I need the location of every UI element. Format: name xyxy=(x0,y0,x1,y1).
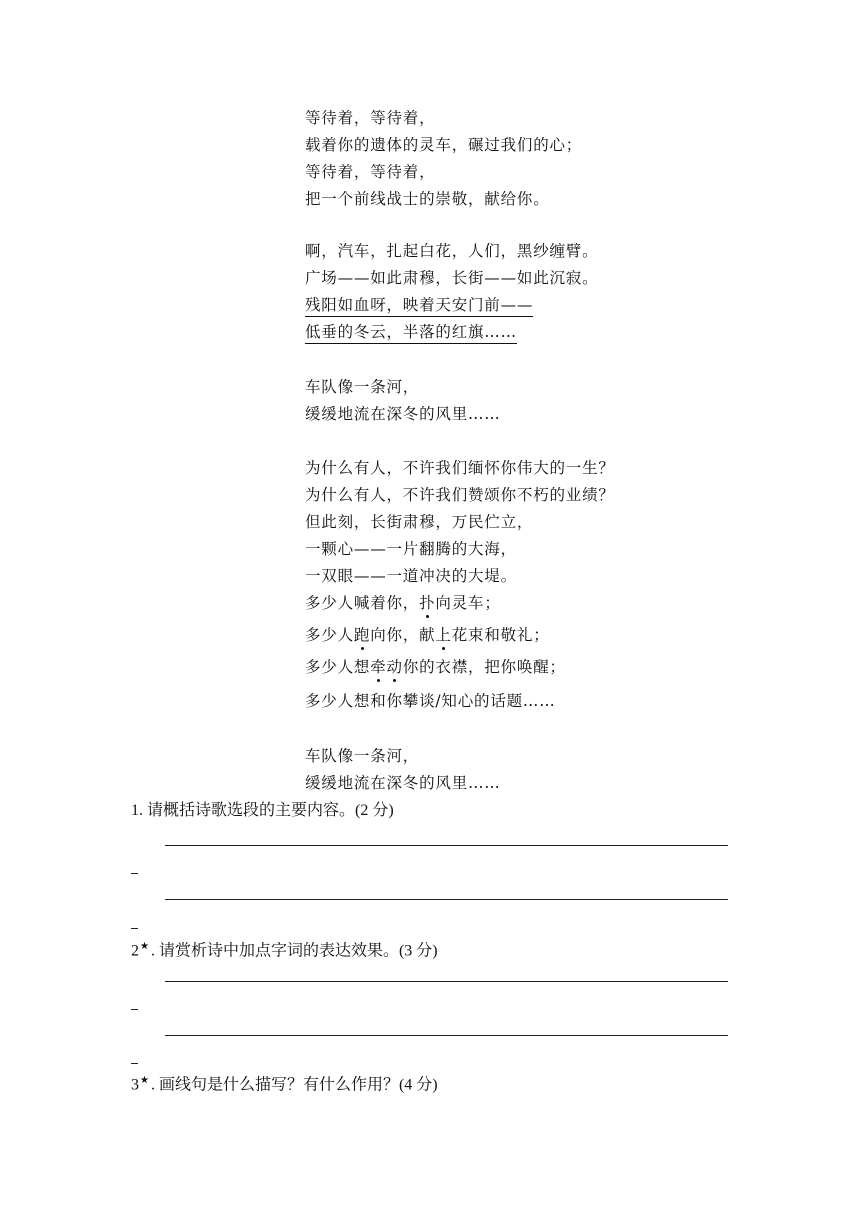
dotted-word: 动 xyxy=(386,658,403,676)
answer-line xyxy=(165,899,728,900)
text-span: 多少人喊着你， xyxy=(305,594,420,612)
answer-line-tail xyxy=(131,873,138,874)
question-text: . 请赏析诗中加点字词的表达效果。(3 分) xyxy=(150,942,438,960)
poem-line-dotted xyxy=(305,593,501,613)
answer-line xyxy=(165,981,728,982)
text-span: 多少人 xyxy=(305,626,354,644)
poem-line: 车队像一条河， xyxy=(305,747,420,765)
star-icon: ★ xyxy=(140,1075,149,1086)
answer-line-tail xyxy=(131,928,138,929)
question-number: 3 xyxy=(131,1076,139,1094)
answer-line xyxy=(165,1035,728,1036)
question-text: . 画线句是什么描写？有什么作用？(4 分) xyxy=(150,1076,438,1094)
poem-line: 多少人想和你攀谈/知心的话题…… xyxy=(305,692,556,710)
dotted-word: 扑 xyxy=(419,594,436,612)
underlined-text: 残阳如血呀，映着天安门前—— xyxy=(305,296,533,317)
poem-line: 但此刻，长街肃穆，万民伫立， xyxy=(305,513,534,531)
underlined-text: 低垂的冬云，半落的红旗…… xyxy=(305,323,517,344)
poem-line: 缓缓地流在深冬的风里…… xyxy=(305,774,501,792)
poem-line: 为什么有人，不许我们缅怀你伟大的一生？ xyxy=(305,459,615,477)
poem-line: 等待着，等待着， xyxy=(305,109,436,127)
text-span: 多少人想 xyxy=(305,658,371,676)
question-1: 1. 请概括诗歌选段的主要内容。(2 分) xyxy=(131,802,394,819)
underlined-line xyxy=(305,295,533,315)
dotted-word: 跑 xyxy=(353,626,371,644)
text-span: 你的衣襟，把你唤醒； xyxy=(402,658,566,676)
poem-line: 载着你的遗体的灵车，碾过我们的心； xyxy=(305,136,583,154)
poem-line: 把一个前线战士的崇敬，献给你。 xyxy=(305,190,550,208)
answer-line xyxy=(165,845,728,846)
question-number: 2 xyxy=(131,942,139,960)
underlined-line xyxy=(305,322,517,342)
poem-line: 等待着，等待着， xyxy=(305,163,436,181)
poem-line: 广场——如此肃穆，长街——如此沉寂。 xyxy=(305,269,599,287)
question-2 xyxy=(131,937,438,961)
poem-line-dotted xyxy=(305,657,566,677)
poem-line: 啊，汽车，扎起白花，人们，黑纱缠臂。 xyxy=(305,242,599,260)
poem-line: 一颗心——一片翻腾的大海， xyxy=(305,540,517,558)
poem-line-dotted xyxy=(305,625,550,645)
star-icon: ★ xyxy=(140,941,149,952)
text-span: 花束和敬礼； xyxy=(451,626,550,644)
poem-line: 为什么有人，不许我们赞颂你不朽的业绩？ xyxy=(305,486,615,504)
dotted-word: 牵 xyxy=(370,658,387,676)
poem-line: 一双眼——一道冲决的大堤。 xyxy=(305,567,517,585)
answer-line-tail xyxy=(131,1009,138,1010)
dotted-word: 上 xyxy=(435,626,452,644)
poem-line: 车队像一条河， xyxy=(305,378,420,396)
text-span: 向你，献 xyxy=(370,626,436,644)
answer-line-tail xyxy=(131,1063,138,1064)
question-3 xyxy=(131,1071,438,1095)
poem-line: 缓缓地流在深冬的风里…… xyxy=(305,405,501,423)
text-span: 向灵车； xyxy=(435,594,501,612)
